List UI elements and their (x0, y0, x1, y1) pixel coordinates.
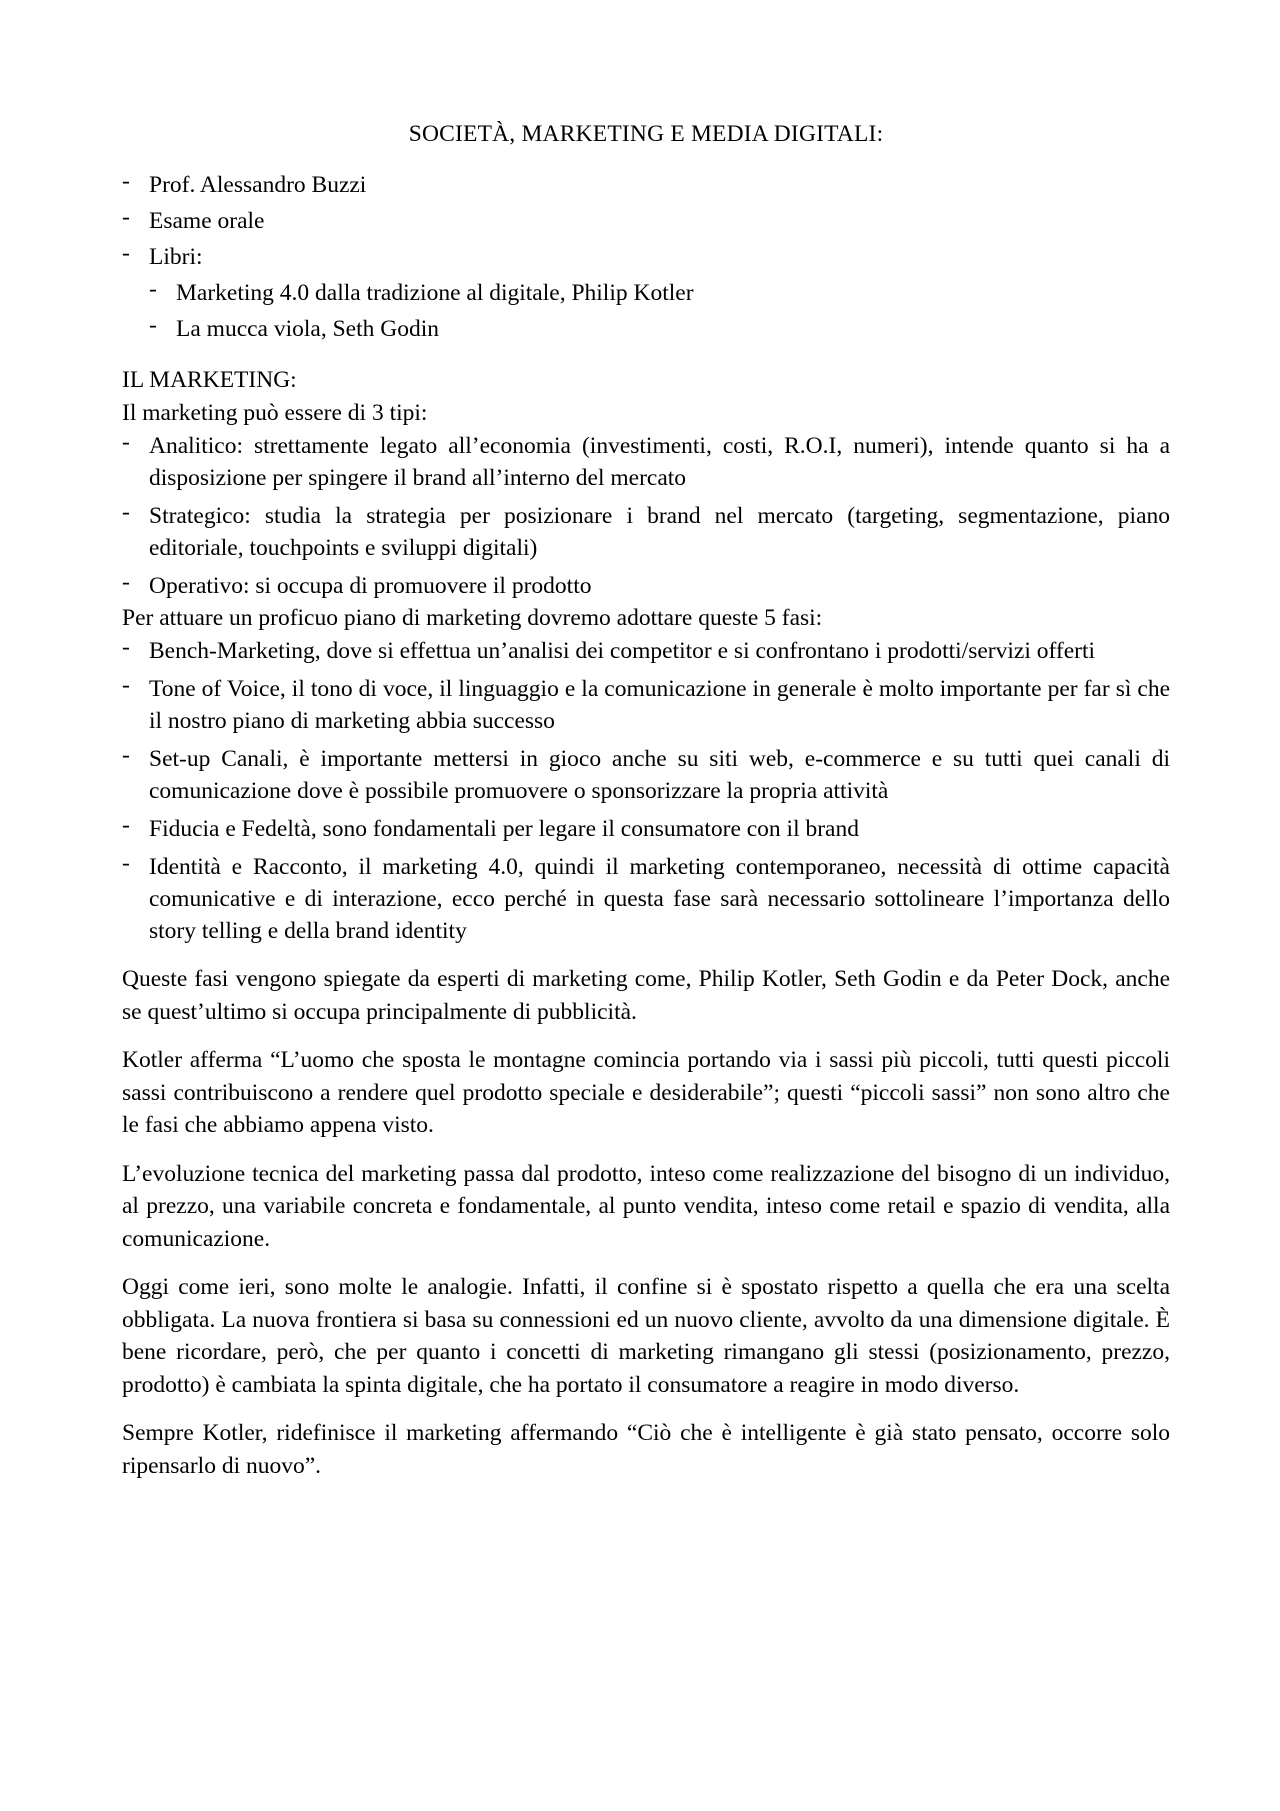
list-item-type: - Analitico: strettamente legato all’economia (investimenti, costi, R.O.I, numeri), intende quanto si ha a disposizione per spingere il brand all’interno del mercato (122, 430, 1170, 494)
list-item-book: - La mucca viola, Seth Godin (149, 313, 1170, 346)
list-item-exam: - Esame orale (122, 205, 1170, 238)
document-page (122, 118, 1170, 1482)
marketing-phases-list (122, 635, 1170, 947)
course-info-list (122, 169, 1170, 274)
list-item-phase: - Set-up Canali, è importante mettersi in gioco anche su siti web, e-commerce e su tutti quei canali di comunicazione dove è possibile promuovere o sponsorizzare la propria attività (122, 743, 1170, 807)
list-item-phase: - Identità e Racconto, il marketing 4.0, quindi il marketing contemporaneo, necessità di ottime capacità comunicative e di interazione, ecco perché in questa fase sarà necessario sottolineare l’importanza dello story telling e della brand identity (122, 851, 1170, 947)
phases-intro: Per attuare un proficuo piano di marketing dovremo adottare queste 5 fasi: (122, 605, 823, 631)
paragraph: Kotler afferma “L’uomo che sposta le montagne comincia portando via i sassi più piccoli, tutti questi piccoli sassi contribuiscono a rendere quel prodotto speciale e desiderabile”; questi “piccoli sassi” non sono altro che le fasi che abbiamo appena visto. (122, 1047, 1170, 1138)
marketing-types-list (122, 430, 1170, 602)
paragraph: Queste fasi vengono spiegate da esperti di marketing come, Philip Kotler, Seth Godin e da Peter Dock, anche se quest’ultimo si occupa principalmente di pubblicità. (122, 966, 1170, 1025)
list-item-professor: - Prof. Alessandro Buzzi (122, 169, 1170, 202)
books-list (122, 277, 1170, 346)
list-item-books-label: - Libri: (122, 241, 1170, 274)
types-intro: Il marketing può essere di 3 tipi: (122, 400, 428, 426)
paragraph: L’evoluzione tecnica del marketing passa dal prodotto, inteso come realizzazione del bisogno di un individuo, al prezzo, una variabile concreta e fondamentale, al punto vendita, inteso come retail e spazio di vendita, alla comunicazione. (122, 1160, 1170, 1252)
list-item-type: - Operativo: si occupa di promuovere il prodotto (122, 570, 1170, 602)
document-title: SOCIETÀ, MARKETING E MEDIA DIGITALI: (408, 121, 884, 147)
paragraph: Sempre Kotler, ridefinisce il marketing affermando “Ciò che è intelligente è già stato pensato, occorre solo ripensarlo di nuovo”. (122, 1420, 1170, 1479)
list-item-phase: - Tone of Voice, il tono di voce, il linguaggio e la comunicazione in generale è molto importante per far sì che il nostro piano di marketing abbia successo (122, 673, 1170, 737)
section-heading: IL MARKETING: (122, 367, 297, 393)
list-item-type: - Strategico: studia la strategia per posizionare i brand nel mercato (targeting, segmentazione, piano editoriale, touchpoints e sviluppi digitali) (122, 500, 1170, 564)
list-item-phase: - Fiducia e Fedeltà, sono fondamentali per legare il consumatore con il brand (122, 813, 1170, 845)
list-item-phase: - Bench-Marketing, dove si effettua un’analisi dei competitor e si confrontano i prodotti/servizi offerti (122, 635, 1170, 667)
paragraph: Oggi come ieri, sono molte le analogie. Infatti, il confine si è spostato rispetto a quella che era una scelta obbligata. La nuova frontiera si basa su connessioni ed un nuovo cliente, avvolto da una dimensione digitale. È bene ricordare, però, che per quanto i concetti di marketing rimangano gli stessi (posizionamento, prezzo, prodotto) è cambiata la spinta digitale, che ha portato il consumatore a reagire in modo diverso. (122, 1274, 1170, 1398)
list-item-book: - Marketing 4.0 dalla tradizione al digitale, Philip Kotler (149, 277, 1170, 310)
